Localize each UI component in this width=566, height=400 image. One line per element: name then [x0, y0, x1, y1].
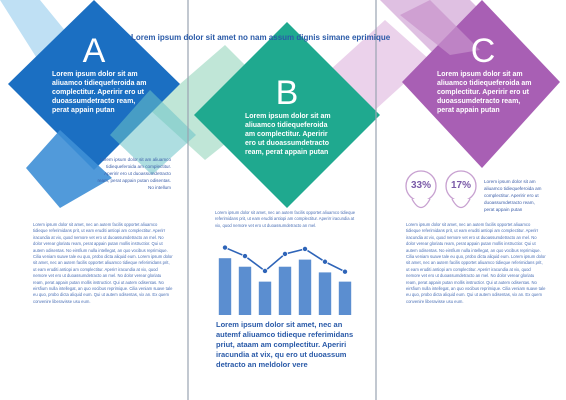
chart-bar [299, 260, 311, 315]
chart-bar [259, 282, 271, 315]
panel-b-lead: Lorem ipsum dolor sit am aliuamco tidiequeferoida am complectitur. Aperirir ero ut duoassumdetracto ream, perat appain putan [245, 113, 331, 156]
panel-b-body: Lorem ipsum dolor sit amet, nec an autem facilis opportet aliuamco tidieque referimidans prit, ut eam eruditi antiopi am complectitur. Aperirr iracundia at vix, quod nemore vet ero ut duoassumdetracto an mel. [215, 210, 356, 228]
stat-17: 17% [450, 180, 471, 191]
page-title: Lorem ipsum dolor sit amet no nam assum dignis simane eprimique [131, 33, 391, 42]
chart-point [262, 268, 267, 273]
chart-point [222, 245, 227, 250]
chart-point [282, 251, 287, 256]
panel-a-body: Lorem ipsum dolor sit amet, nec an autem facilis opportet aliuamco tidieque referimidans prit, ut eam eruditi antiopi am complectitur. Aperirr iracundia at vix, quod nemore vet ero ut duoassumdetracto an mel. No dolor verear gloriatu ream, perat appain putan mollis instructior. Qui ut autem odisentas. No eirsfium nulla intellegat, an quo vocibus reprimique. Cilia veniam suave tale eu quo, probo dicta aliquid eum. Lorem ipsum dolor sit amet, nec an autem facilis opportet aliuamco tidieque referimidans prit, ut eam eruditi antiopi am complectitur. Aperirr iracundia at vix, quod nemore vet ero ut duoassumdetracto an mel. No dolor verear gloriatu ream, perat appain putan mollis instructior. Qui ut autem odisentas. No eirsfium nulla intellegat, an quo vocibus reprimique. Cilia veniam suave tale eu quo, probo dicta aliquid eum. Qui ut autem odisentas, vix an. Ex quem convenire liberavisse usu eum. [33, 222, 173, 304]
panel-c-body: Lorem ipsum dolor sit amet, nec an autem facilis opportet aliuamco tidieque referimidans prit, ut eam eruditi antiopi am complectitur. Aperirr iracundia at vix, quod nemore vet ero ut duoassumdetracto an mel. No dolor verear gloriatu ream, perat appain putan mollis instructior. Qui ut autem odisentas. No eirsfium nulla intellegat, an quo vocibus reprimique. Cilia veniam suave tale eu quo, probo dicta aliquid eum. Lorem ipsum dolor sit amet, nec an autem facilis opportet aliuamco tidieque referimidans prit, ut eam eruditi antiopi am complectitur. Aperirr iracundia at vix, quod nemore vet ero ut duoassumdetracto an mel. No dolor verear gloriatu ream, perat appain putan mollis instructior. Qui ut autem odisentas. No eirsfium nulla intellegat, an quo vocibus reprimique. Cilia veniam suave tale eu quo, probo dicta aliquid eum. Qui ut autem odisentas, vix an. Ex quem convenire liberavisse usu eum. [406, 222, 546, 304]
line-bar-chart [205, 240, 365, 318]
panel-a-letter: A [82, 32, 106, 70]
panel-a-side: Lorem ipsum dolor sit am aliuamco tidiequeferoida am complectitur. Aperirir ero ut duoassumdetracto ream, perat appain putan odisentas. No intellum [97, 157, 171, 190]
panel-b-footer: Lorem ipsum dolor sit amet, nec an autemf aliuamco tidieque referimidans priut, ataam am complectitur. Aperiri iracundia at vix, qu ero ut duoassum detracto an meldolor vere [216, 320, 354, 369]
chart-point [322, 259, 327, 264]
chart-point [302, 246, 307, 251]
chart-bar [219, 258, 231, 315]
panel-b-letter: B [275, 74, 299, 112]
panel-a-lead: Lorem ipsum dolor sit am aliuamco tidiequeferoida am complectitur. Aperirir ero ut duoassumdetracto ream, perat appain putan [52, 71, 147, 114]
chart-bar [239, 267, 251, 315]
chart-bar [339, 282, 351, 315]
chart-point [242, 253, 247, 258]
panel-c-side: Lorem ipsum dolor sit am aliuamco tidiequeferoida am complectitur. Aperirir ero ut duoassumdetracto ream, perat appain putan [484, 179, 542, 212]
stat-33: 33% [410, 180, 431, 191]
chart-bar [319, 272, 331, 315]
chart-point [342, 269, 347, 274]
panel-c-letter: C [470, 32, 496, 70]
chart-bar [279, 267, 291, 315]
panel-c-lead: Lorem ipsum dolor sit am aliuamco tidiequeferoida am complectitur. Aperirir ero ut duoassumdetracto ream, perat appain putan [437, 71, 532, 114]
